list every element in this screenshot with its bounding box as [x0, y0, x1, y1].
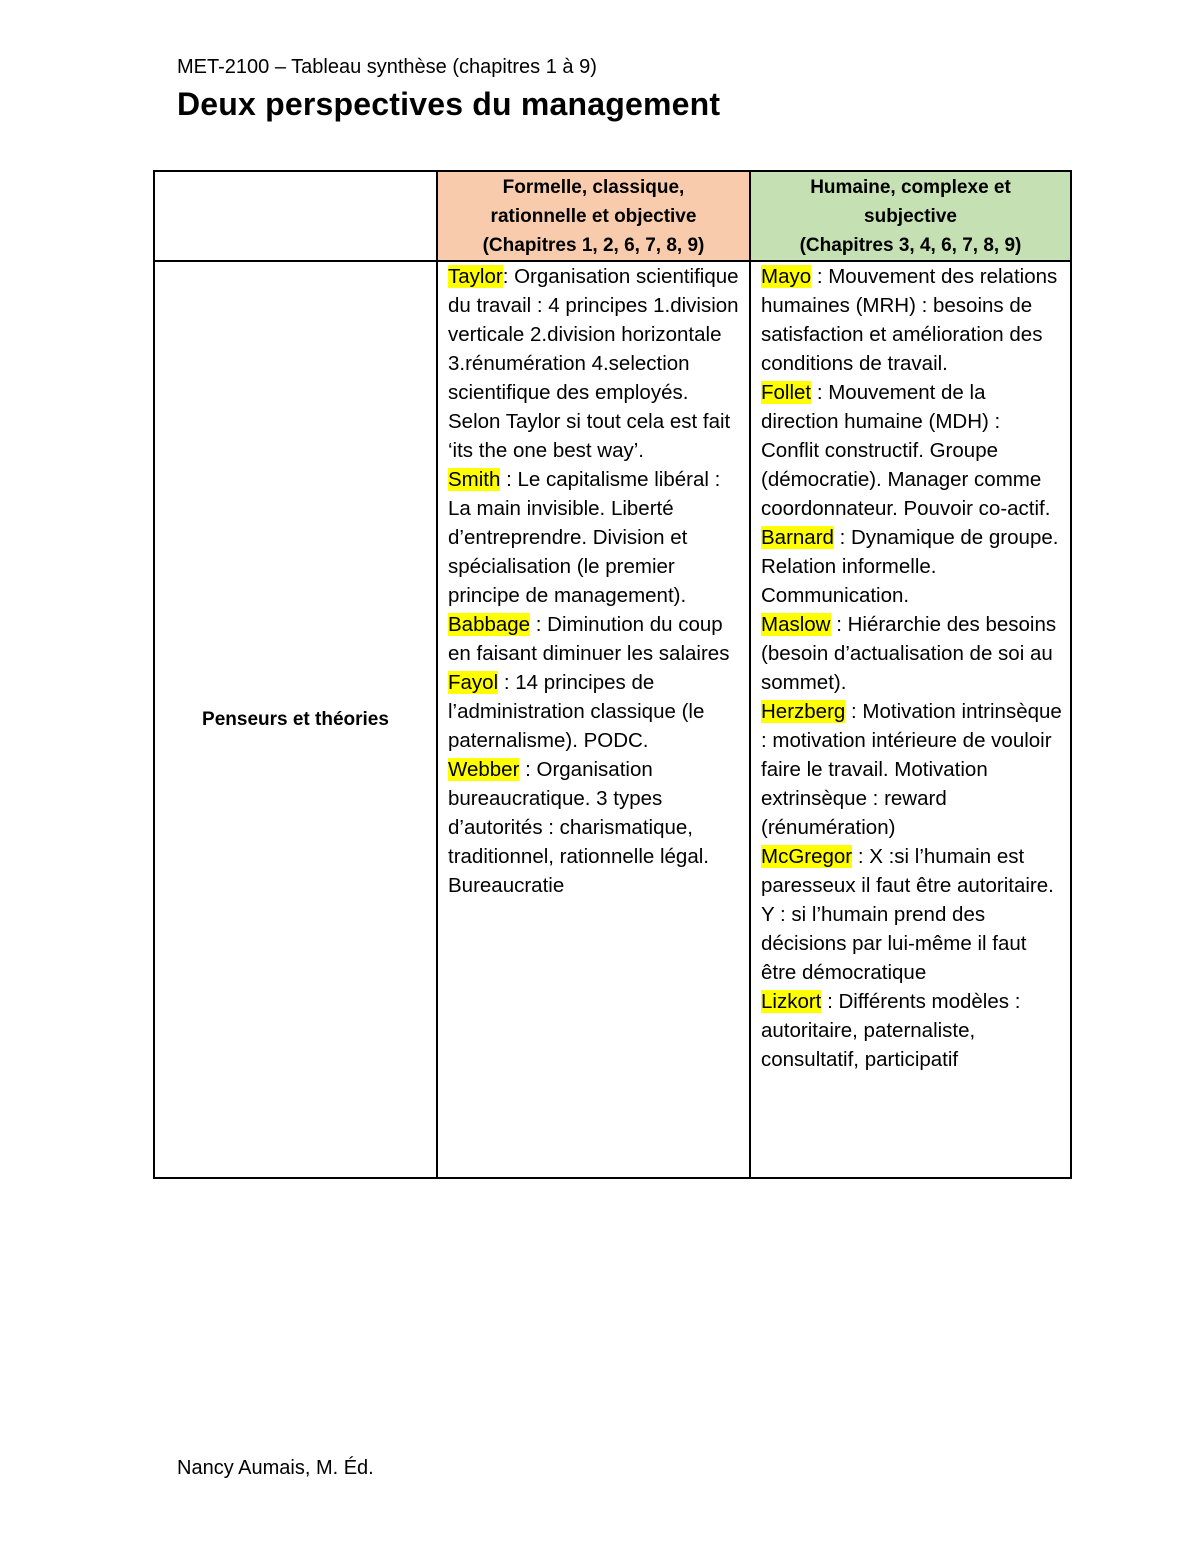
- thinker-entry: [448, 465, 743, 610]
- thinker-description: : Mouvement de la direction humaine (MDH) : Conflit constructif. Groupe (démocratie). Manager comme coordonnateur. Pouvoir co-actif.: [761, 381, 1051, 520]
- thinker-name-highlight: Fayol: [448, 671, 499, 694]
- thinker-description: : X :si l’humain est paresseux il faut être autoritaire. Y : si l’humain prend des décisions par lui-même il faut être démocratique: [761, 845, 1054, 984]
- thinker-description: : Organisation bureaucratique. 3 types d’autorités : charismatique, traditionnel, rationnelle légal. Bureaucratie: [448, 758, 709, 897]
- thinker-name-highlight: Taylor: [448, 265, 503, 288]
- thinker-entry: [761, 697, 1064, 842]
- synthesis-table: [153, 170, 1072, 1179]
- column-header-line: (Chapitres 1, 2, 6, 7, 8, 9): [482, 235, 705, 256]
- document-subtitle: MET-2100 – Tableau synthèse (chapitres 1 à 9): [177, 56, 597, 78]
- column-header-line: (Chapitres 3, 4, 6, 7, 8, 9): [799, 235, 1022, 256]
- column-header-line: Formelle, classique,: [502, 177, 685, 198]
- thinker-name-highlight: Webber: [448, 758, 520, 781]
- row-label-cell: [154, 261, 437, 1178]
- column-header-line: rationnelle et objective: [490, 206, 697, 227]
- thinker-entry: [448, 755, 743, 900]
- thinker-name-highlight: Herzberg: [761, 700, 846, 723]
- classique-cell: [437, 261, 750, 1178]
- thinker-entry: [761, 523, 1064, 610]
- thinker-description: : Mouvement des relations humaines (MRH) : besoins de satisfaction et amélioration des conditions de travail.: [761, 265, 1058, 375]
- document-footer-author: Nancy Aumais, M. Éd.: [177, 1457, 374, 1479]
- thinker-description: : Hiérarchie des besoins (besoin d’actualisation de soi au sommet).: [761, 613, 1057, 694]
- thinker-entry: [448, 262, 743, 465]
- thinker-description: : Le capitalisme libéral : La main invisible. Liberté d’entreprendre. Division et spécialisation (le premier principe de management).: [448, 468, 721, 607]
- thinker-description: : Organisation scientifique du travail : 4 principes 1.division verticale 2.division horizontale 3.rénumération 4.selection scientifique des employés. Selon Taylor si tout cela est fait ‘its the one best way’.: [448, 265, 739, 462]
- thinker-description: : Diminution du coup en faisant diminuer les salaires: [448, 613, 730, 665]
- column-header-humaine: [750, 171, 1071, 261]
- thinker-name-highlight: Barnard: [761, 526, 834, 549]
- document-title: Deux perspectives du management: [177, 86, 721, 122]
- thinker-description: : Dynamique de groupe. Relation informelle. Communication.: [761, 526, 1059, 607]
- thinker-name-highlight: Maslow: [761, 613, 831, 636]
- thinker-name-highlight: Babbage: [448, 613, 531, 636]
- thinker-description: : Différents modèles : autoritaire, paternaliste, consultatif, participatif: [761, 990, 1021, 1071]
- thinker-entry: [448, 610, 743, 668]
- empty-corner-cell: [154, 171, 437, 261]
- thinker-name-highlight: Follet: [761, 381, 812, 404]
- thinker-name-highlight: McGregor: [761, 845, 853, 868]
- humaine-cell: [750, 261, 1071, 1178]
- row-label: Penseurs et théories: [202, 708, 389, 730]
- column-header-line: subjective: [864, 206, 957, 227]
- column-header-classique: [437, 171, 750, 261]
- table-row: [154, 261, 1071, 1178]
- thinker-entry: [448, 668, 743, 755]
- thinker-entry: [761, 378, 1064, 523]
- thinker-name-highlight: Smith: [448, 468, 501, 491]
- thinker-description: : Motivation intrinsèque : motivation intérieure de vouloir faire le travail. Motivation extrinsèque : reward (rénumération): [761, 700, 1062, 839]
- thinker-entry: [761, 987, 1064, 1074]
- thinker-name-highlight: Mayo: [761, 265, 812, 288]
- thinker-entry: [761, 842, 1064, 987]
- table-header-row: [154, 171, 1071, 261]
- thinker-entry: [761, 610, 1064, 697]
- thinker-entry: [761, 262, 1064, 378]
- thinker-description: : 14 principes de l’administration classique (le paternalisme). PODC.: [448, 671, 705, 752]
- thinker-name-highlight: Lizkort: [761, 990, 822, 1013]
- column-header-line: Humaine, complexe et: [810, 177, 1011, 198]
